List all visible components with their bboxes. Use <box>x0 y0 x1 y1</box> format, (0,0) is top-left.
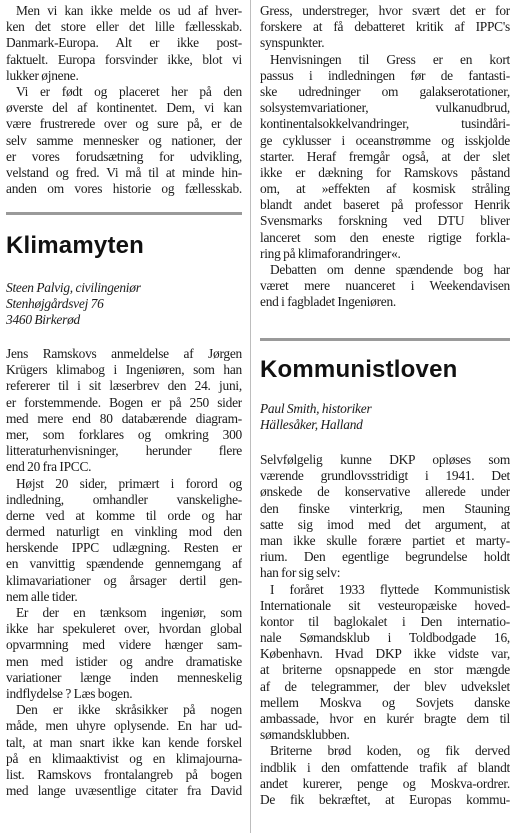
text-line: Henvisningen til Gress er en kort <box>270 51 510 67</box>
text-line: Debatten om denne spændende bog har <box>270 262 510 277</box>
text-line: lanceret som den eneste rigtige forkla- <box>260 229 510 245</box>
text-line: af de telegrammer, der blev udvekslet <box>260 678 510 694</box>
text-line: at briterne opsnappede en stor mængde <box>260 662 510 678</box>
text-line: derne ved at komme til orde og har <box>6 507 242 523</box>
intro-text <box>6 3 242 197</box>
text-line: Men vi kan ikke melde os ud af hver- <box>16 3 242 18</box>
text-line: synspunkter. <box>260 35 325 51</box>
text-line: Gress, understreger, hvor svært det er for <box>260 3 510 18</box>
text-line: variationer længe inden menneskelig <box>6 669 242 685</box>
byline-line: Paul Smith, historiker <box>260 401 372 416</box>
text-line: Jens Ramskovs anmeldelse af Jørgen <box>6 346 242 361</box>
text-line: andet kurerer, penge og Moskva-ordrer. <box>260 775 510 791</box>
article-body <box>6 346 242 799</box>
article-body <box>260 452 510 808</box>
text-line: nale Sømandsklub i Toldbodgade 16, <box>260 630 510 646</box>
text-line: rium. Den egentlige begrundelse holdt <box>260 549 510 565</box>
text-line: en vanvittig spændende gennemgang af <box>6 556 242 572</box>
text-line: Vi er født og placeret her på den <box>16 83 242 99</box>
text-line: man ikke skulle forære partiet et marty- <box>260 532 510 548</box>
text-line: end i fagbladet Ingeniøren. <box>260 294 397 310</box>
text-line: Danmark-Europa. Alt er ikke post- <box>6 35 242 51</box>
article-byline <box>260 401 510 433</box>
text-line: list. Ramskovs frontalangreb på bogen <box>6 766 242 782</box>
text-line: mellem Moskva og Sovjets danske <box>260 694 510 710</box>
text-line: mer, som forklares og omkring 300 <box>6 426 242 442</box>
text-line: Internationale sit vesteuropæiske hoved- <box>260 597 510 613</box>
text-line: med mere end 80 databærende diagram- <box>6 410 242 426</box>
text-line: på en klimaaktivist og en klimajourna- <box>6 750 242 766</box>
text-line: blandt andet baseret på professor Henrik <box>260 197 510 213</box>
text-line: kontor til baglokalet i Den internatio- <box>260 613 510 629</box>
text-line: indledning, omhandler vanskelighe- <box>6 491 242 507</box>
text-line: nem alle tider. <box>6 588 78 604</box>
text-line: Briterne brød koden, og fik derved <box>270 743 510 759</box>
text-line: De fik bekræftet, at Europas kommu- <box>260 791 510 807</box>
section-divider <box>260 338 510 341</box>
text-line: opvarmning med videre hænger sam- <box>6 637 242 653</box>
section-divider <box>6 212 242 215</box>
text-line: om, at »effekten af kosmisk stråling <box>260 181 510 197</box>
right-column <box>260 0 514 833</box>
text-line: Den er ikke skråsikker på nogen <box>16 702 242 718</box>
byline-line: 3460 Birkerød <box>6 312 80 328</box>
article-headline: Klimamyten <box>6 232 145 259</box>
text-line: talt, at man snart ikke kan kende forskel <box>6 734 242 750</box>
text-line: dermed naturligt en vinkling mod den <box>6 524 242 540</box>
text-line: han for sig selv: <box>260 565 341 581</box>
text-line: ske udredninger om galakserotationer, <box>260 83 510 99</box>
text-line: anden om vores historie og fællesskab. <box>6 181 242 197</box>
text-line: sømandsklubben. <box>260 727 350 743</box>
text-line: selv samme mennesker og nationer, der <box>6 132 242 148</box>
text-line: men med istider og andre dramatiske <box>6 653 242 669</box>
text-line: kontinentalsokkelvandringer, tusindåri- <box>260 116 510 132</box>
text-line: med lange uvæsentlige citater fra David <box>6 783 242 799</box>
text-line: Selvfølgelig kunne DKP opløses som <box>260 452 510 467</box>
text-line: ikke er dækning for Ramskovs påstand <box>260 164 510 180</box>
text-line: klimavariationer og årsager dertil gen- <box>6 572 242 588</box>
text-line: Er der en tænksom ingeniør, som <box>16 605 242 620</box>
text-line: indflydelse ? Læs bogen. <box>6 685 133 701</box>
text-line: ken det store eller det lille fællesskab. <box>6 19 242 35</box>
text-line: I foråret 1933 flyttede Kommunistisk <box>270 581 510 597</box>
byline-line: Steen Palvig, civilingeniør <box>6 280 141 295</box>
text-line: Svensmarks forskning ved DTU bliver <box>260 213 510 229</box>
text-line: ge cyklusser i oceanstrømme og isskjolde <box>260 132 510 148</box>
left-column <box>0 0 251 833</box>
text-line: ikke har spekuleret over, hvordan global <box>6 621 242 637</box>
text-line: ambassade, hvor en kurér bragte dem til <box>260 711 510 726</box>
text-line: Krügers klimabog i Ingeniøren, som han <box>6 362 242 378</box>
text-line: end 20 fra IPCC. <box>6 459 92 475</box>
continued-text <box>260 3 510 311</box>
text-line: værende grundlovsstridigt i 1941. Det <box>260 468 510 484</box>
text-line: måde, men uhyre oplysende. En har ud- <box>6 718 242 734</box>
article-headline: Kommunistloven <box>260 356 458 383</box>
text-line: solsystemvariationer, vulkanudbrud, <box>260 100 510 116</box>
text-line: Højst 20 sider, primært i forord og <box>16 475 242 491</box>
byline-line: Stenhøjgårdsvej 76 <box>6 296 104 312</box>
text-line: starter. Heraf fremgår også, at der slet <box>260 148 510 164</box>
text-line: ring på klimaforandringer«. <box>260 245 401 261</box>
text-line: lukker øjnene. <box>6 67 79 83</box>
text-line: den finske vinterkrig, men Stauning <box>260 500 510 516</box>
text-line: været mere nuanceret i Weekendavisen <box>260 278 510 294</box>
byline-line: Hällesåker, Halland <box>260 417 363 433</box>
text-line: indblik i den omfattende trafik af blandt <box>260 759 510 775</box>
text-line: ønskede de konservative allerede under <box>260 484 510 500</box>
text-line: er forstemmende. Bogen er på 250 sider <box>6 394 242 410</box>
text-line: refererer til i sit læserbrev den 24. juni, <box>6 378 242 394</box>
text-line: velstand og fred. Vi må til at minde hin- <box>6 164 242 180</box>
article-byline <box>6 280 242 329</box>
text-line: være frustrerede over og sure på, er de <box>6 116 242 132</box>
text-line: forskere at få debatteret kritik af IPPC's <box>260 19 510 35</box>
text-line: øverste del af kontinentet. Dem, vi kan <box>6 100 242 116</box>
text-line: er vores forudsætning for udvikling, <box>6 148 242 164</box>
text-line: passus i indledningen før de fantasti- <box>260 67 510 83</box>
text-line: herskende IPPC udlægning. Resten er <box>6 540 242 556</box>
text-line: litteraturhenvisninger, herunder flere <box>6 443 242 459</box>
text-line: faktuelt. Europa forsvinder ikke, blot vi <box>6 51 242 67</box>
text-line: satte sig imod med det argument, at <box>260 516 510 532</box>
text-line: København. Hvad DKP ikke vidste var, <box>260 646 510 662</box>
